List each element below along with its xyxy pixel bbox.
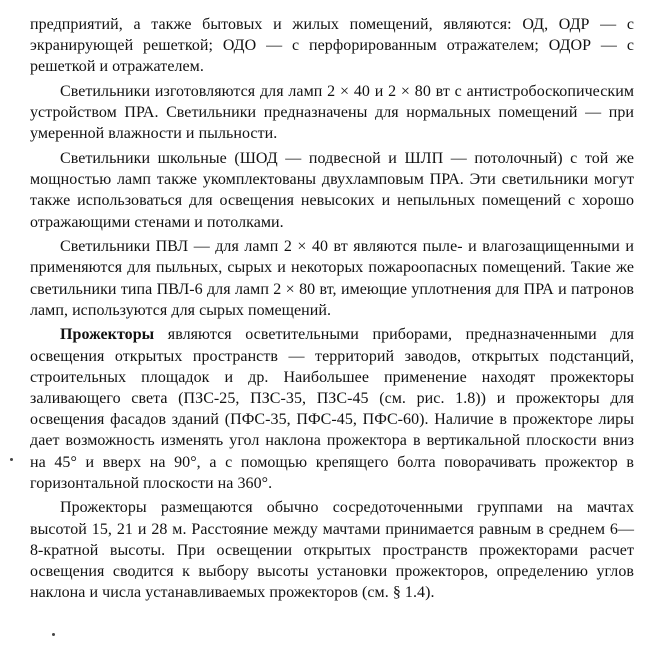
paragraph-text: Прожекторы размещаются обычно сосредоточенными группами на мачтах высотой 15, 21 и 28 м. Расстояние между мачтами принимается равным в среднем 6—8-кратной высоты. При освещении открытых пространств прожекторами расчет освещения сводится к выбору высоты установки прожекторов, определению углов наклона и числа устанавливаемых прожекторов (см. § 1.4). <box>30 499 634 602</box>
paragraph-lamp-types <box>30 14 634 78</box>
scan-speck <box>10 458 13 461</box>
paragraph-school-lamps <box>30 148 634 233</box>
paragraph-pvl-lamps <box>30 236 634 321</box>
paragraph-text: Светильники изготовляются для ламп 2 × 40 и 2 × 80 вт с антистробоскопическим устройством ПРА. Светильники предназначены для нормальных помещений — при умеренной влажности и пыльности. <box>30 83 634 143</box>
paragraph-text: Светильники ПВЛ — для ламп 2 × 40 вт являются пыле- и влагозащищенными и применяются для пыльных, сырых и некоторых пожароопасных помещений. Такие же светильники типа ПВЛ-6 для ламп 2 × 80 вт, имеющие уплотнения для ПРА и патронов ламп, используются для сырых помещений. <box>30 238 634 319</box>
scan-speck <box>52 633 55 636</box>
paragraph-text: предприятий, а также бытовых и жилых помещений, являются: ОД, ОДР — с экранирующей решеткой; ОДО — с перфорированным отражателем; ОДОР — с решеткой и отражателем. <box>30 16 634 76</box>
paragraph-text: Светильники школьные (ШОД — подвесной и ШЛП — потолочный) с той же мощностью ламп также укомплектованы двухламповым ПРА. Эти светильники могут также использоваться для освещения невысоких и непыльных помещений с хорошо отражающими стенами и потолками. <box>30 150 634 231</box>
paragraph-text: являются осветительными приборами, предназначенными для освещения открытых пространств — территорий заводов, открытых подстанций, строительных площадок и др. Наибольшее применение находят прожекторы заливающего света (ПЗС-25, ПЗС-35, ПЗС-45 (см. рис. 1.8)) и прожекторы для освещения фасадов зданий (ПФС-35, ПФС-45, ПФС-60). Наличие в прожекторе лиры дает возможность изменять угол наклона прожектора в вертикальной плоскости вниз на 45° и вверх на 90°, а с помощью крепящего болта поворачивать прожектор в горизонтальной плоскости на 360°. <box>30 326 634 492</box>
paragraph-projectors <box>30 324 634 494</box>
term-projectors: Прожекторы <box>60 326 155 344</box>
body-text <box>30 14 634 603</box>
paragraph-projector-placement <box>30 497 634 603</box>
paragraph-lamp-power <box>30 81 634 145</box>
